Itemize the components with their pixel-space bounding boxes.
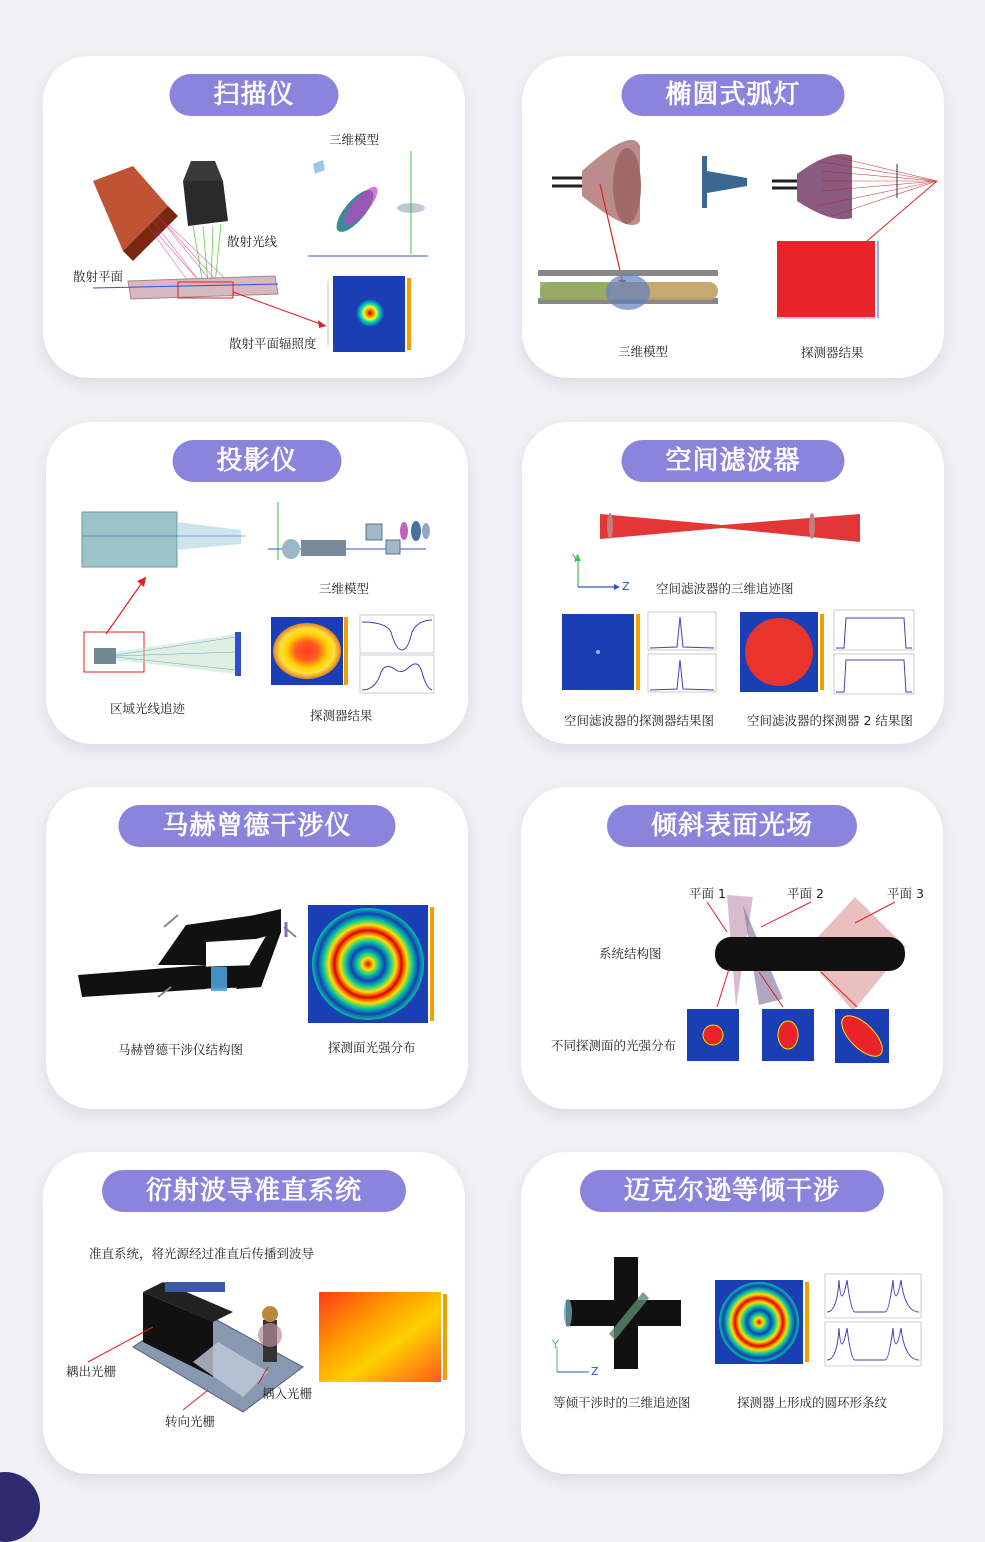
label-intensity: 探测面光强分布 — [328, 1040, 416, 1055]
card-tilted-surface[interactable] — [521, 787, 943, 1109]
card-title: 空间滤波器 — [621, 440, 844, 482]
label-collimation-desc: 准直系统，将光源经过准直后传播到波导 — [89, 1246, 315, 1261]
waveguide-figure — [43, 1152, 465, 1474]
label-detector-result-2: 空间滤波器的探测器 2 结果图 — [747, 713, 913, 728]
label-plane-3: 平面 3 — [887, 886, 924, 901]
label-structure: 马赫曾德干涉仪结构图 — [118, 1042, 244, 1057]
corner-decoration — [0, 1472, 40, 1542]
card-michelson[interactable] — [521, 1152, 943, 1474]
label-scatter-plane: 散射平面 — [73, 269, 124, 284]
card-title: 倾斜表面光场 — [607, 805, 857, 847]
card-title: 迈克尔逊等倾干涉 — [580, 1170, 884, 1212]
label-plane-1: 平面 1 — [689, 886, 726, 901]
label-incoupling-grating: 耦入光栅 — [262, 1386, 313, 1401]
axis-z: Z — [591, 1365, 599, 1378]
label-plane-2: 平面 2 — [787, 886, 824, 901]
label-detector-result-1: 空间滤波器的探测器结果图 — [564, 713, 715, 728]
mach-zehnder-figure — [46, 787, 468, 1109]
label-detector-result: 探测器结果 — [801, 345, 864, 360]
card-title: 衍射波导准直系统 — [102, 1170, 406, 1212]
label-scattered-rays: 散射光线 — [227, 234, 278, 249]
card-title: 扫描仪 — [169, 74, 338, 116]
scanner-figure — [43, 56, 465, 378]
axis-y: Y — [552, 1338, 559, 1351]
card-mach-zehnder[interactable] — [46, 787, 468, 1109]
label-region-ray-trace: 区域光线追迹 — [110, 701, 186, 716]
axis-y: Y — [572, 552, 579, 565]
label-detector-result: 探测器结果 — [310, 708, 373, 723]
label-3d-model: 三维模型 — [319, 581, 370, 596]
label-turning-grating: 转向光栅 — [165, 1414, 216, 1429]
label-3d-model: 三维模型 — [329, 132, 380, 147]
label-3d-trace: 等倾干涉时的三维追迹图 — [553, 1395, 691, 1410]
axis-z: Z — [622, 580, 630, 593]
card-title: 椭圆式弧灯 — [621, 74, 844, 116]
label-3d-trace: 空间滤波器的三维追迹图 — [656, 581, 794, 596]
label-ring-fringes: 探测器上形成的圆环形条纹 — [737, 1395, 888, 1410]
label-system-structure: 系统结构图 — [599, 946, 662, 961]
projector-figure — [46, 422, 468, 744]
card-spatial-filter[interactable] — [522, 422, 944, 744]
label-outcoupling-grating: 耦出光栅 — [66, 1364, 117, 1379]
label-intensity-distribution: 不同探测面的光强分布 — [551, 1038, 677, 1053]
card-projector[interactable] — [46, 422, 468, 744]
card-elliptical-arc-lamp[interactable] — [522, 56, 944, 378]
card-scanner[interactable] — [43, 56, 465, 378]
card-waveguide[interactable] — [43, 1152, 465, 1474]
card-title: 马赫曾德干涉仪 — [118, 805, 395, 847]
card-title: 投影仪 — [172, 440, 341, 482]
label-3d-model: 三维模型 — [618, 344, 669, 359]
tilted-surface-figure — [521, 787, 943, 1109]
arc-lamp-figure — [522, 56, 944, 378]
label-irradiance: 散射平面辐照度 — [229, 336, 317, 351]
michelson-figure — [521, 1152, 943, 1474]
